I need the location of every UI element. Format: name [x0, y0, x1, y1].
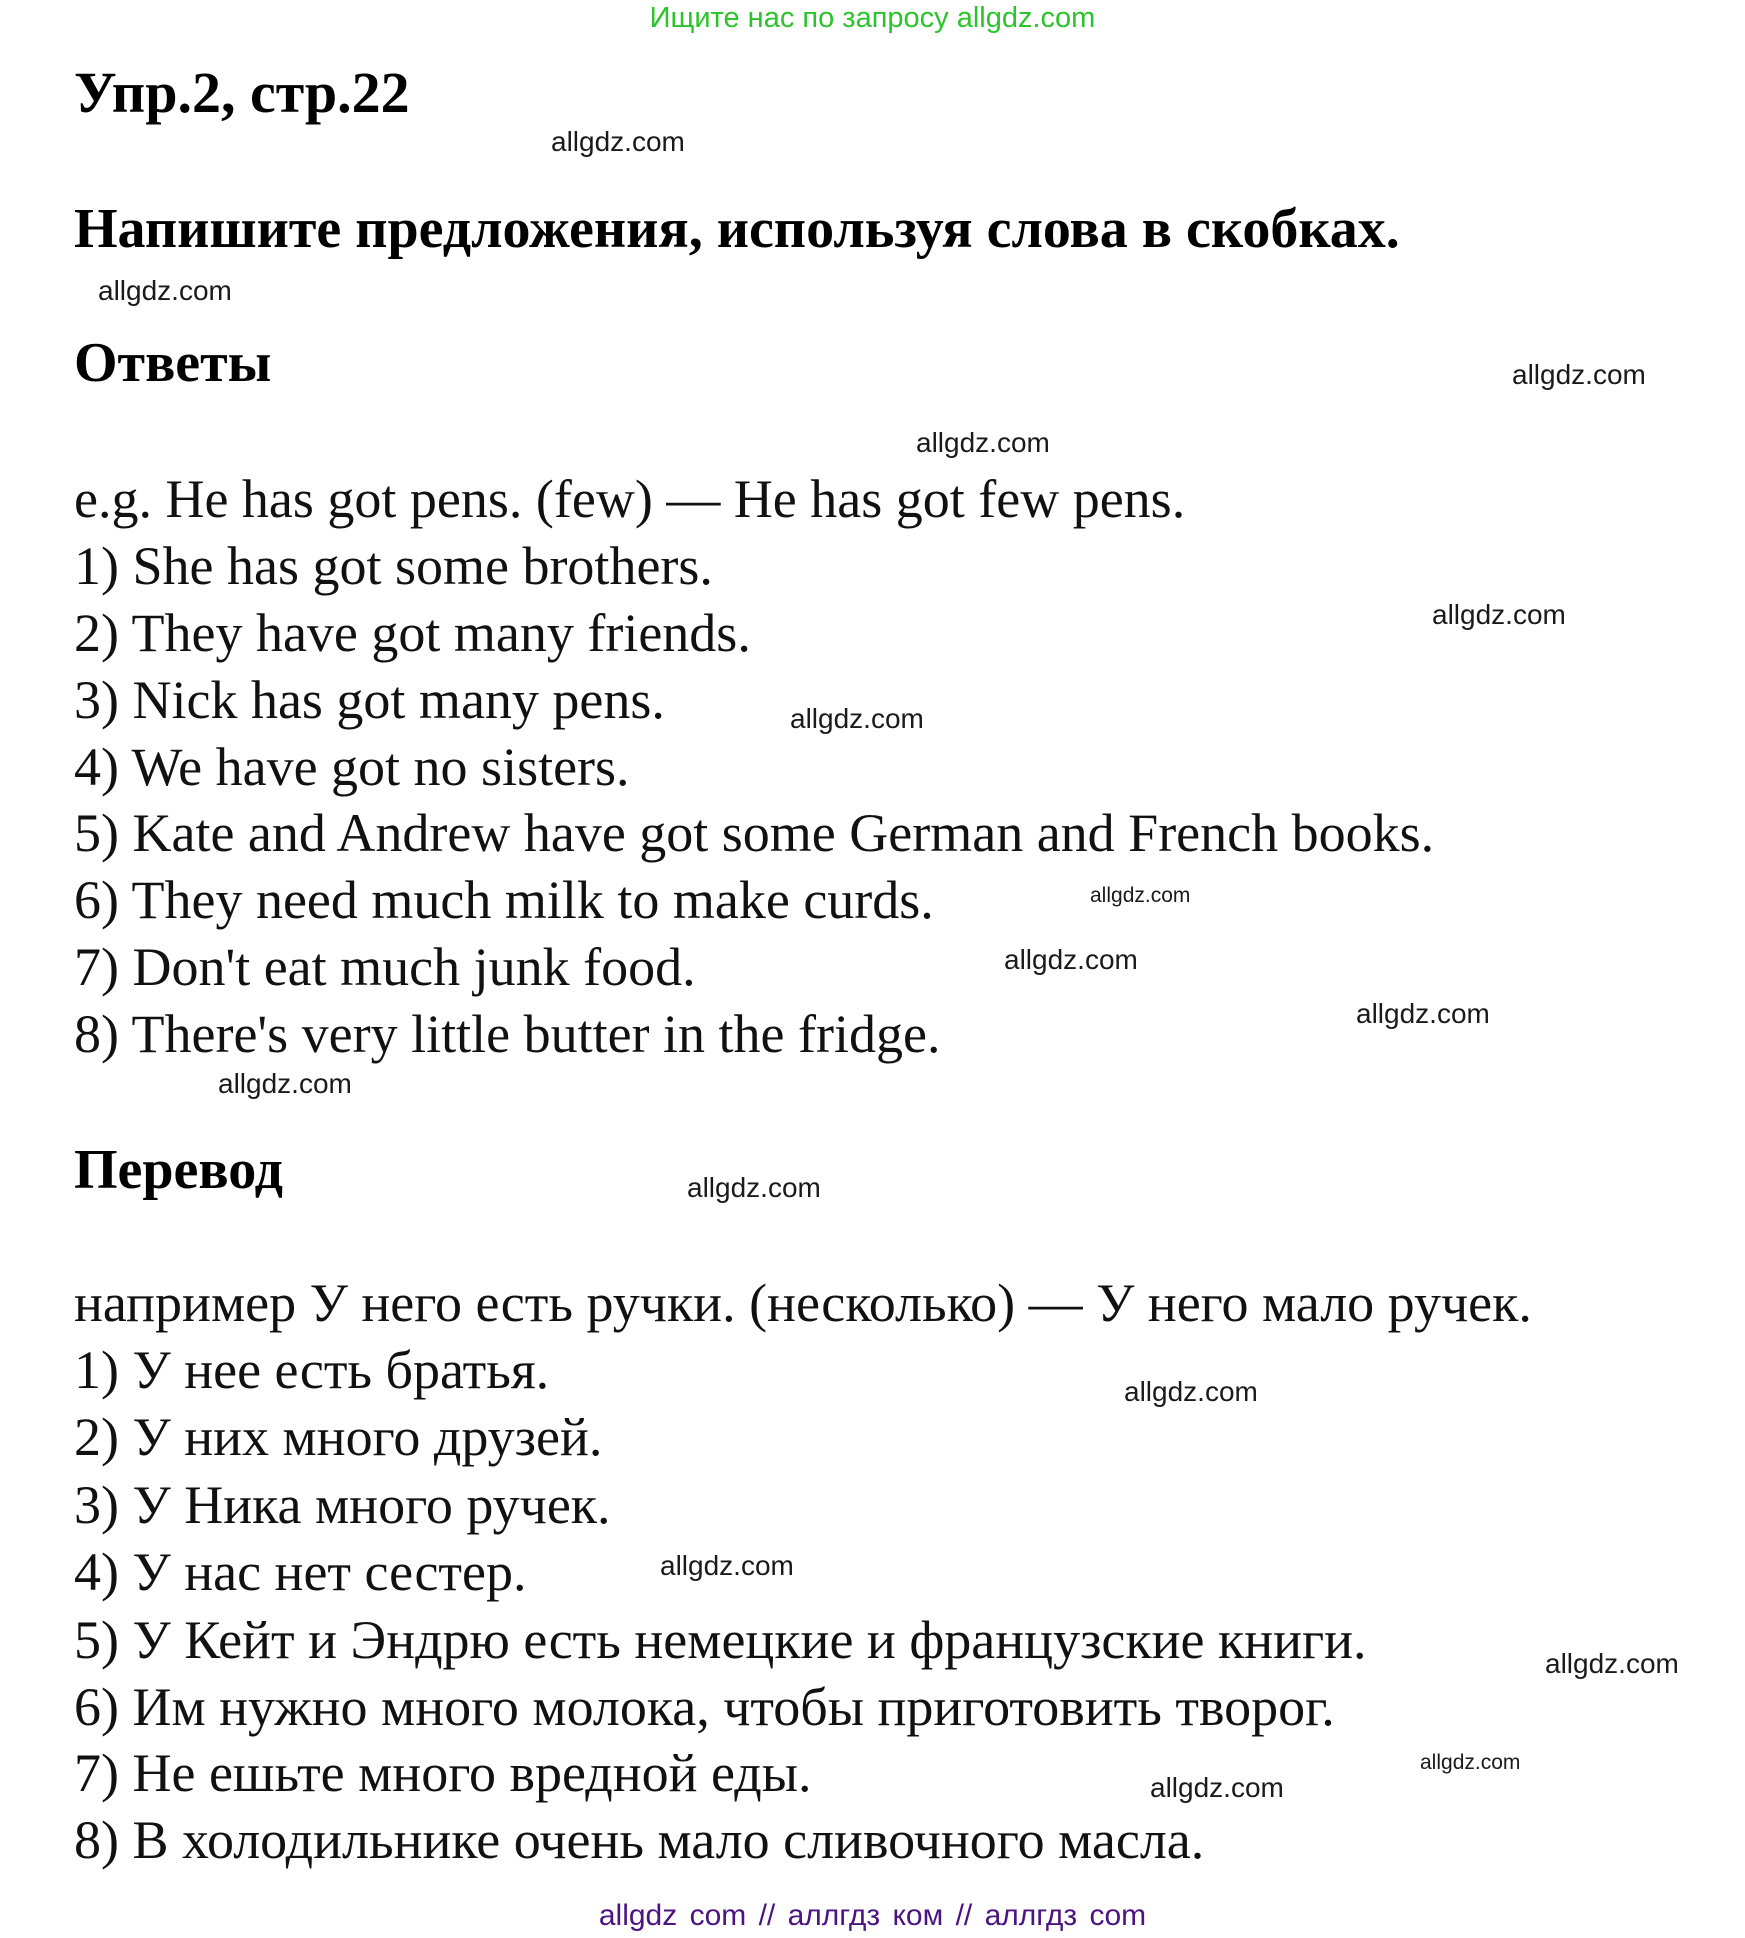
answer-item: 7) Don't eat much junk food.	[74, 937, 696, 997]
watermark: allgdz.com	[1432, 599, 1566, 630]
translation-item: 7) Не ешьте много вредной еды.	[74, 1743, 812, 1803]
top-banner: Ищите нас по запросу allgdz.com	[649, 2, 1096, 34]
translation-item: 1) У нее есть братья.	[74, 1340, 550, 1400]
answer-item: 8) There's very little butter in the fridge.	[74, 1004, 941, 1064]
footer-watermark: allgdz com // аллгдз ком // аллгдз com	[598, 1899, 1147, 1932]
page-title: Упр.2, стр.22	[74, 60, 410, 125]
watermark: allgdz.com	[98, 275, 232, 306]
answer-example: e.g. He has got pens. (few) — He has got few pens.	[74, 469, 1186, 529]
watermark: allgdz.com	[1420, 1751, 1521, 1774]
translation-item: 5) У Кейт и Эндрю есть немецкие и французские книги.	[74, 1610, 1367, 1670]
watermark: allgdz.com	[1545, 1648, 1679, 1679]
translation-item: 4) У нас нет сестер.	[74, 1542, 527, 1602]
answer-item: 4) We have got no sisters.	[74, 737, 630, 797]
watermark: allgdz.com	[916, 427, 1050, 458]
answer-item: 5) Kate and Andrew have got some German and French books.	[74, 803, 1435, 863]
answer-item: 3) Nick has got many pens.	[74, 670, 665, 730]
task-heading: Напишите предложения, используя слова в скобках.	[74, 198, 1400, 260]
watermark: allgdz.com	[660, 1550, 794, 1581]
watermark: allgdz.com	[790, 703, 924, 734]
watermark: allgdz.com	[1512, 359, 1646, 390]
watermark: allgdz.com	[218, 1068, 352, 1099]
watermark: allgdz.com	[687, 1172, 821, 1203]
translation-item: 8) В холодильнике очень мало сливочного масла.	[74, 1810, 1205, 1870]
watermark: allgdz.com	[1356, 998, 1490, 1029]
watermark: allgdz.com	[1124, 1376, 1258, 1407]
translation-item: 2) У них много друзей.	[74, 1407, 603, 1467]
watermark: allgdz.com	[1150, 1772, 1284, 1803]
watermark: allgdz.com	[1090, 884, 1191, 907]
translation-heading: Перевод	[74, 1139, 283, 1201]
answer-item: 6) They need much milk to make curds.	[74, 870, 934, 930]
translation-item: 6) Им нужно много молока, чтобы приготовить творог.	[74, 1677, 1335, 1737]
translation-item: 3) У Ника много ручек.	[74, 1475, 611, 1535]
answers-heading: Ответы	[74, 332, 272, 394]
translation-example: например У него есть ручки. (несколько) — У него мало ручек.	[74, 1273, 1532, 1333]
answer-item: 2) They have got many friends.	[74, 603, 751, 663]
watermark: allgdz.com	[551, 126, 685, 157]
watermark: allgdz.com	[1004, 944, 1138, 975]
answer-item: 1) She has got some brothers.	[74, 536, 713, 596]
